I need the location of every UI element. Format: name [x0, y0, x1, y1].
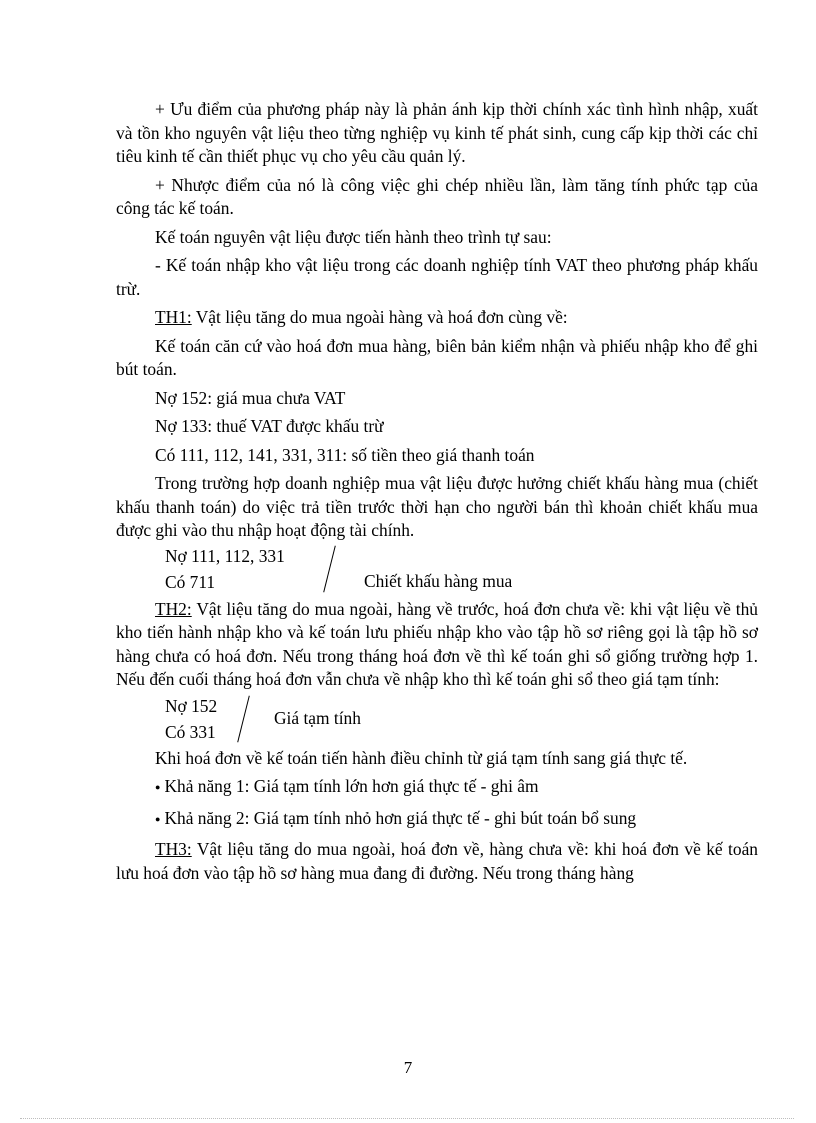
- paragraph-disadvantage: + Nhược điểm của nó là công việc ghi chép nhiều lần, làm tăng tính phức tạp của công tác kế toán.: [116, 174, 758, 218]
- entry2-note: Giá tạm tính: [274, 707, 361, 728]
- journal-entry-provisional: [116, 693, 758, 743]
- bullet-case-1: ● Khả năng 1: Giá tạm tính lớn hơn giá thực tế - ghi âm: [116, 775, 758, 802]
- entry1-note: Chiết khấu hàng mua: [364, 570, 513, 591]
- th3-label: TH3:: [155, 839, 192, 859]
- page-number: 7: [403, 1058, 413, 1077]
- paragraph-advantage: + Ưu điểm của phương pháp này là phản ánh kịp thời chính xác tình hình nhập, xuất và tồn kho nguyên vật liệu theo từng nghiệp vụ kinh tế phát sinh, cung cấp kịp thời các chỉ tiêu kinh tế cần thiết phục vụ cho yêu cầu quản lý.: [116, 99, 758, 166]
- entry-debit-133: Nợ 133: thuế VAT được khấu trừ: [155, 416, 384, 436]
- entry1-debit: Nợ 111, 112, 331: [165, 545, 285, 566]
- paragraph-discount: Trong trường hợp doanh nghiệp mua vật liệu được hưởng chiết khấu hàng mua (chiết khấu thanh toán) do việc trả tiền trước thời hạn cho người bán thì khoản chiết khấu mua được ghi vào thu nhập hoạt động tài chính.: [116, 473, 758, 540]
- paragraph-vat-method: - Kế toán nhập kho vật liệu trong các doanh nghiệp tính VAT theo phương pháp khấu trừ.: [116, 255, 758, 299]
- th1-label: TH1:: [155, 307, 192, 327]
- entry2-credit: Có 331: [165, 721, 216, 742]
- paragraph-th1: [116, 306, 758, 330]
- th2-text: Vật liệu tăng do mua ngoài, hàng về trước, hoá đơn chưa về: khi vật liệu về thủ kho tiến hành nhập kho và kế toán lưu phiếu nhập kho vào tập hồ sơ riêng gọi là tập hồ sơ hàng chưa có hoá đơn. Nếu trong tháng hoá đơn về thì kế toán ghi sổ giống trường hợp 1. Nếu đến cuối tháng hoá đơn vẫn chưa về nhập kho thì kế toán ghi sổ theo giá tạm tính:: [116, 598, 758, 689]
- paragraph-th2: [116, 598, 758, 692]
- entry1-credit: Có 711: [165, 571, 216, 592]
- th2-label: TH2:: [155, 598, 192, 619]
- entry2-slash: [237, 695, 250, 742]
- paragraph-basis: Kế toán căn cứ vào hoá đơn mua hàng, biên bản kiểm nhận và phiếu nhập kho để ghi bút toán.: [116, 335, 758, 379]
- paragraph-sequence-intro: Kế toán nguyên vật liệu được tiến hành theo trình tự sau:: [155, 226, 552, 247]
- journal-entry-discount: [116, 543, 758, 593]
- document-body: [116, 98, 758, 890]
- th3-text: Vật liệu tăng do mua ngoài, hoá đơn về, hàng chưa về: khi hoá đơn về kế toán lưu hoá đơn vào tập hồ sơ hàng mua đang đi đường. Nếu trong tháng hàng: [116, 839, 758, 883]
- entry2-debit: Nợ 152: [165, 695, 218, 716]
- entry-credit-accounts: Có 111, 112, 141, 331, 311: số tiền theo giá thanh toán: [155, 444, 535, 465]
- th1-text: Vật liệu tăng do mua ngoài hàng và hoá đơn cùng về:: [191, 307, 568, 327]
- paragraph-th3: [116, 838, 758, 885]
- entry1-slash: [323, 545, 336, 592]
- entry-debit-152: Nợ 152: giá mua chưa VAT: [155, 387, 346, 408]
- paragraph-adjustment: Khi hoá đơn về kế toán tiến hành điều chỉnh từ giá tạm tính sang giá thực tế.: [155, 747, 688, 768]
- bullet-case-2: ● Khả năng 2: Giá tạm tính nhỏ hơn giá thực tế - ghi bút toán bổ sung: [116, 807, 758, 834]
